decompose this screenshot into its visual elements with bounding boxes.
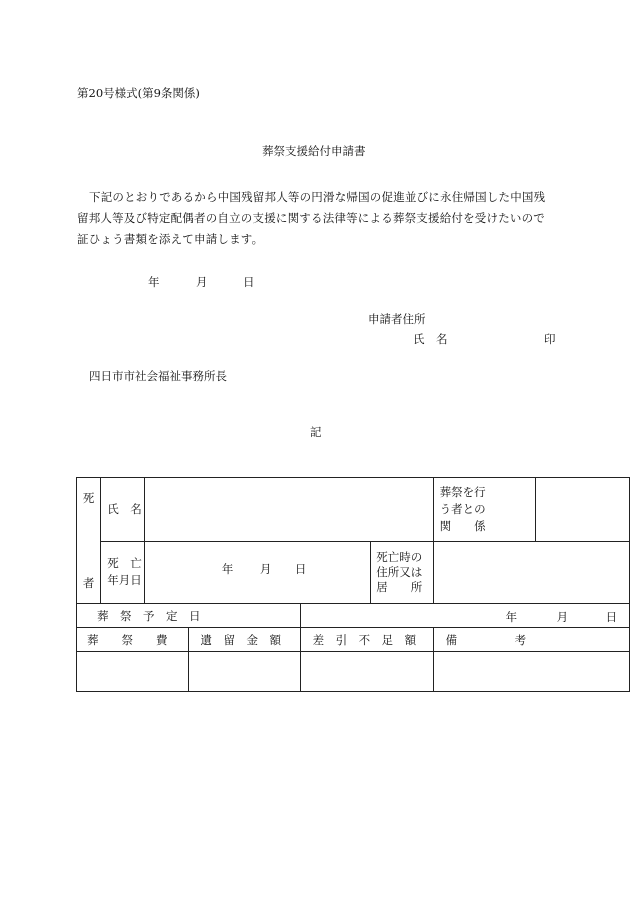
application-table	[76, 477, 630, 692]
addressee: 四日市市社会福祉事務所長	[89, 369, 227, 383]
relation-label-line-1: 葬祭を行	[439, 484, 486, 499]
date-day: 日	[243, 275, 255, 289]
death-date-label-line-2: 年月日	[107, 573, 142, 588]
intro-line-3: 証ひょう書類を添えて申請します。	[77, 232, 264, 246]
header-remarks-label: 備 考	[445, 632, 527, 647]
header-remarks	[433, 628, 629, 652]
death-address-field[interactable]	[433, 541, 629, 603]
name-label-cell	[101, 478, 145, 542]
death-date-label-line-1: 死 亡	[107, 556, 142, 571]
death-date-year-unit: 年	[221, 561, 234, 576]
intro-line-2: 留邦人等及び特定配偶者の自立の支援に関する法律等による葬祭支援給付を受けたいので	[77, 211, 545, 225]
relation-label-line-2: う者との	[439, 501, 486, 516]
name-label: 氏 名	[107, 502, 142, 517]
form-number: 第20号様式(第9条関係)	[77, 86, 200, 100]
remarks-field[interactable]	[433, 652, 629, 692]
death-date-day-unit: 日	[294, 561, 307, 576]
date-month: 月	[196, 275, 208, 289]
death-date-month-unit: 月	[259, 561, 272, 576]
relation-label-line-3: 関 係	[439, 518, 486, 533]
intro-line-1: 下記のとおりであるから中国残留邦人等の円滑な帰国の促進並びに永住帰国した中国残	[89, 190, 546, 204]
death-address-label-line-3: 居 所	[376, 579, 423, 594]
death-address-label-line-2: 住所又は	[376, 564, 423, 579]
date-year: 年	[148, 275, 160, 289]
relation-label-cell	[433, 478, 536, 542]
header-shortfall	[300, 628, 433, 652]
header-shortfall-label: 差 引 不 足 額	[312, 632, 417, 647]
death-address-label-line-1: 死亡時の	[376, 549, 423, 564]
applicant-name-label: 氏 名	[413, 332, 448, 346]
header-estate-amount	[188, 628, 300, 652]
funeral-date-month-unit: 月	[556, 610, 569, 624]
header-funeral-cost	[77, 628, 189, 652]
applicant-address-label: 申請者住所	[368, 312, 426, 326]
deceased-char-1: 死	[82, 491, 95, 505]
funeral-date-year-unit: 年	[505, 610, 518, 624]
funeral-date-field[interactable]	[300, 604, 629, 628]
funeral-date-day-unit: 日	[605, 610, 618, 624]
header-estate-amount-label: 遺 留 金 額	[200, 632, 281, 647]
funeral-date-label: 葬 祭 予 定 日	[97, 608, 201, 623]
seal-mark: 印	[544, 332, 556, 346]
estate-amount-field[interactable]	[188, 652, 300, 692]
deceased-char-2: 者	[82, 576, 95, 590]
relation-field[interactable]	[536, 478, 630, 542]
deceased-label-cell	[77, 478, 101, 604]
ki-heading: 記	[310, 425, 322, 439]
death-date-field[interactable]	[144, 541, 370, 603]
death-date-label-cell	[101, 541, 145, 603]
intro-paragraph	[77, 187, 559, 250]
funeral-cost-field[interactable]	[77, 652, 189, 692]
shortfall-field[interactable]	[300, 652, 433, 692]
name-field[interactable]	[144, 478, 433, 542]
death-address-label-cell	[371, 541, 433, 603]
document-title: 葬祭支援給付申請書	[262, 144, 366, 158]
funeral-date-label-cell	[77, 604, 301, 628]
header-funeral-cost-label: 葬 祭 費	[87, 632, 168, 647]
